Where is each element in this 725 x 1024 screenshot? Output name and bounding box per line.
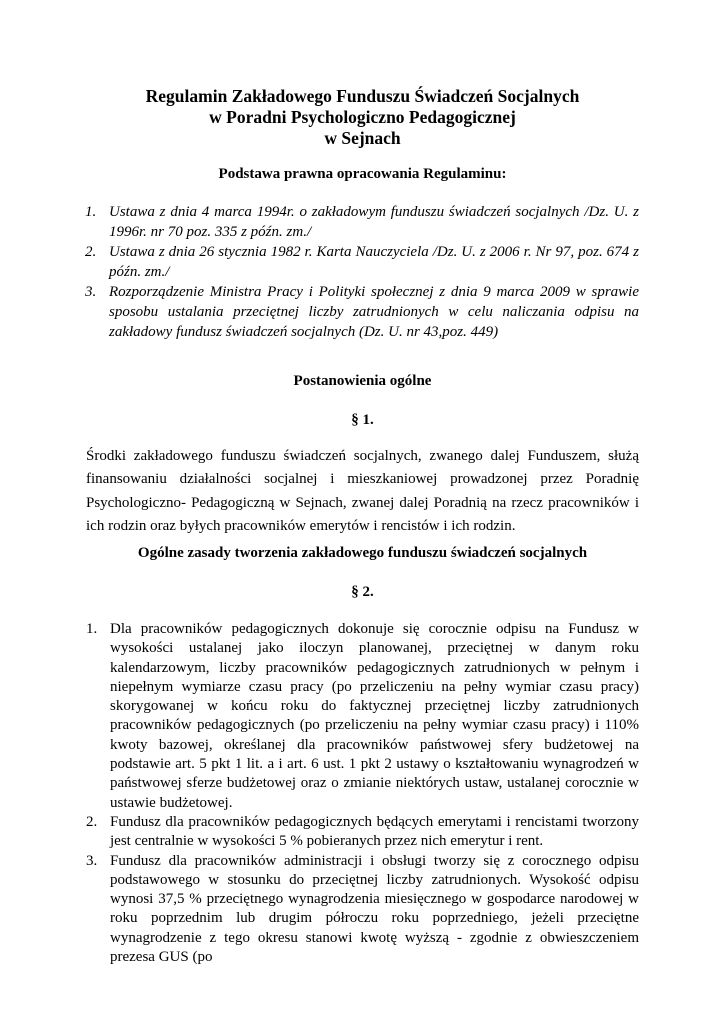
list-item <box>85 242 639 282</box>
list-item <box>86 852 639 968</box>
title-line-1: Regulamin Zakładowego Funduszu Świadczeń Socjalnych <box>145 86 580 106</box>
document-title <box>0 86 725 149</box>
list-item-number: 3. <box>86 852 98 869</box>
list-item-number: 2. <box>85 244 97 260</box>
list-item-text: Fundusz dla pracowników administracji i obsługi tworzy się z corocznego odpisu podstawowego w stosunku do przeciętnej liczby zatrudnionych. Wysokość odpisu wynosi 37,5 % przeciętnego wynagrodzenia miesięcznego w gospodarce narodowej w roku poprzednim lub drugim półroczu roku poprzedniego, jeżeli przeciętne wynagrodzenie z tego okresu stanowi kwotę wyższą - zgodnie z obwieszczeniem prezesa GUS (po <box>110 852 639 966</box>
general-provisions-heading: Postanowienia ogólne <box>293 373 432 389</box>
fund-rules-list <box>86 620 639 967</box>
list-item-number: 1. <box>86 621 98 637</box>
list-item-number: 3. <box>85 284 97 300</box>
list-item-number: 2. <box>86 813 98 830</box>
list-item-text: Fundusz dla pracowników pedagogicznych będących emerytami i rencistami tworzony jest centralnie w wysokości 5 % pobieranych przez nich emerytur i rent. <box>110 813 639 850</box>
legal-basis-list <box>85 202 639 342</box>
section-2-marker: § 2. <box>351 584 374 600</box>
list-item-number: 1. <box>85 204 97 220</box>
legal-basis-heading: Podstawa prawna opracowania Regulaminu: <box>218 166 507 182</box>
list-item <box>86 813 639 852</box>
title-line-2: w Poradni Psychologiczno Pedagogicznej <box>209 107 516 127</box>
section-1-paragraph: Środki zakładowego funduszu świadczeń socjalnych, zwanego dalej Funduszem, służą finansowaniu działalności socjalnej i mieszkaniowej prowadzonej przez Poradnię Psychologiczno- Pedagogiczną w Sejnach, zwanej dalej Poradnią na rzecz pracowników i ich rodzin oraz byłych pracowników emerytów i rencistów i ich rodzin. <box>86 448 639 534</box>
list-item-text: Ustawa z dnia 4 marca 1994r. o zakładowym funduszu świadczeń socjalnych /Dz. U. z 1996r. nr 70 poz. 335 z późn. zm./ <box>109 204 639 240</box>
list-item-text: Ustawa z dnia 26 stycznia 1982 r. Karta Nauczyciela /Dz. U. z 2006 r. Nr 97, poz. 674 z późn. zm./ <box>109 244 639 280</box>
section-1-marker: § 1. <box>351 412 374 428</box>
list-item-text: Dla pracowników pedagogicznych dokonuje się corocznie odpisu na Fundusz w wysokości ustalanej jako iloczyn planowanej, przeciętnej w danym roku kalendarzowym, liczby pracowników pedagogicznych zatrudnionych w pełnym i niepełnym wymiarze czasu pracy (po przeliczeniu na pełny wymiar czasu pracy) skorygowanej w końcu roku do faktycznej przeciętnej liczby zatrudnionych pracowników pedagogicznych (po przeliczeniu na pełny wymiar czasu pracy) i 110% kwoty bazowej, określanej dla pracowników państwowej sfery budżetowej na podstawie art. 5 pkt 1 lit. a i art. 6 ust. 1 pkt 2 ustawy o kształtowaniu wynagrodzeń w państwowej sferze budżetowej oraz o zmianie niektórych ustaw, ustalanej corocznie w ustawie budżetowej. <box>110 621 639 811</box>
title-line-3: w Sejnach <box>324 128 401 148</box>
fund-rules-heading: Ogólne zasady tworzenia zakładowego funduszu świadczeń socjalnych <box>137 545 588 561</box>
list-item-text: Rozporządzenie Ministra Pracy i Polityki społecznej z dnia 9 marca 2009 w sprawie sposobu ustalania przeciętnej liczby zatrudnionych w celu naliczania odpisu na zakładowy fundusz świadczeń socjalnych (Dz. U. nr 43,poz. 449) <box>109 284 639 340</box>
list-item <box>85 202 639 242</box>
list-item <box>85 282 639 342</box>
list-item <box>86 620 639 813</box>
